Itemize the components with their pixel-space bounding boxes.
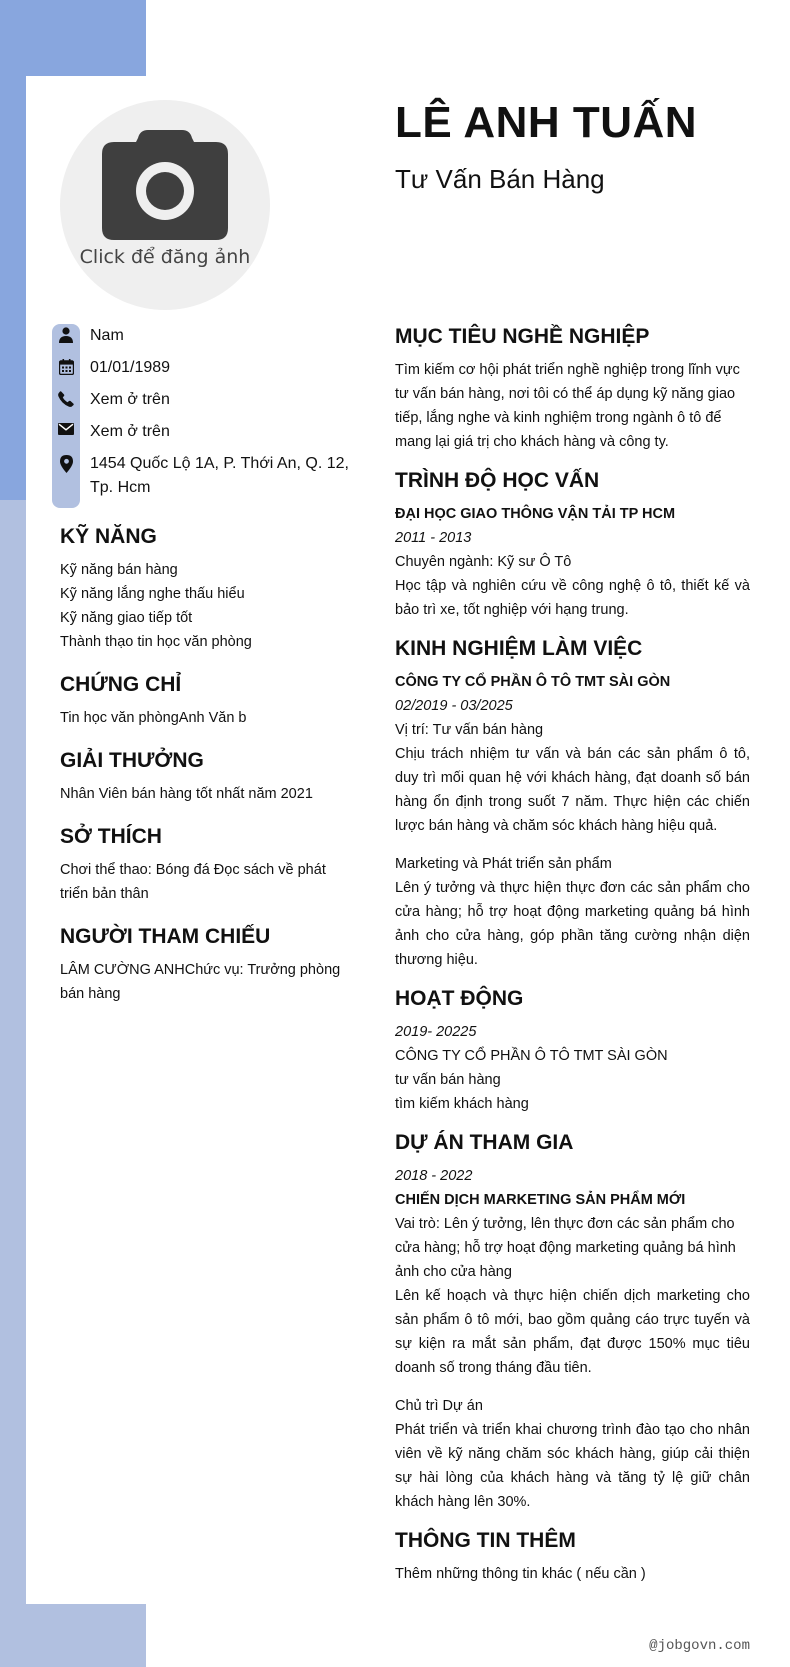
certificates-text: Tin học văn phòngAnh Văn b (60, 710, 247, 726)
calendar-icon (59, 359, 74, 375)
projects-description: Lên kế hoạch và thực hiện chiến dịch marketing cho sản phẩm ô tô mới, bao gồm quảng cáo trực tuyến và sự kiện ra mắt sản phẩm, đạt được 150% mục tiêu doanh số trong tháng đầu tiên. (395, 1288, 750, 1376)
extra-text: Thêm những thông tin khác ( nếu cần ) (395, 1566, 646, 1582)
activities-heading: HOẠT ĐỘNG (395, 987, 524, 1010)
education-school: ĐẠI HỌC GIAO THÔNG VẬN TẢI TP HCM (395, 506, 676, 522)
activities-period: 2019- 20225 (395, 1024, 477, 1040)
contact-phone (52, 388, 352, 420)
avatar-upload-label: Click để đăng ảnh (79, 246, 251, 268)
phone-icon (58, 391, 74, 407)
contact-info (52, 324, 352, 500)
projects-name: CHIẾN DỊCH MARKETING SẢN PHẨM MỚI (395, 1192, 686, 1208)
awards-section (60, 748, 355, 806)
candidate-job-title: Tư Vấn Bán Hàng (395, 164, 605, 194)
candidate-name: LÊ ANH TUẤN (395, 98, 698, 147)
skill-item: Kỹ năng lắng nghe thấu hiểu (60, 586, 245, 602)
references-heading: NGƯỜI THAM CHIẾU (60, 925, 271, 948)
objective-text: Tìm kiếm cơ hội phát triển nghề nghiệp trong lĩnh vực tư vấn bán hàng, nơi tôi có thể áp dụng kỹ năng giao tiếp, lắng nghe và kinh nghiệm trong ngành ô tô để mang lại giá trị cho khách hàng và công ty. (395, 362, 740, 450)
objective-section (395, 324, 750, 454)
certificates-section (60, 672, 355, 730)
certificates-heading: CHỨNG CHỈ (60, 673, 182, 696)
right-column (395, 324, 750, 1600)
awards-text: Nhân Viên bán hàng tốt nhất năm 2021 (60, 786, 313, 802)
contact-phone-value: Xem ở trên (90, 391, 170, 408)
contact-address-value: 1454 Quốc Lộ 1A, P. Thới An, Q. 12, Tp. Hcm (90, 455, 349, 496)
extra-heading: THÔNG TIN THÊM (395, 1529, 576, 1552)
education-heading: TRÌNH ĐỘ HỌC VẤN (395, 469, 600, 492)
email-icon (58, 423, 74, 435)
experience-heading: KINH NGHIỆM LÀM VIỆC (395, 637, 643, 660)
avatar-upload[interactable] (60, 100, 270, 310)
experience-role: Marketing và Phát triển sản phẩm (395, 856, 612, 872)
experience-company: CÔNG TY CỔ PHẦN Ô TÔ TMT SÀI GÒN (395, 674, 671, 690)
contact-email-value: Xem ở trên (90, 423, 170, 440)
contact-address (52, 452, 352, 500)
skills-heading: KỸ NĂNG (60, 525, 157, 548)
projects-period: 2018 - 2022 (395, 1168, 473, 1184)
education-major: Chuyên ngành: Kỹ sư Ô Tô (395, 554, 572, 570)
experience-section (395, 636, 750, 972)
contact-birthday-value: 01/01/1989 (90, 359, 171, 376)
hobbies-heading: SỞ THÍCH (60, 825, 162, 848)
projects-description-2: Phát triển và triển khai chương trình đào tạo cho nhân viên về kỹ năng chăm sóc khách hàng, giúp cải thiện sự hài lòng của khách hàng và tăng tỷ lệ giữ chân khách hàng lên 30%. (395, 1422, 750, 1510)
left-column (60, 524, 355, 1024)
experience-period: 02/2019 - 03/2025 (395, 698, 513, 714)
activities-line: tư vấn bán hàng (395, 1072, 501, 1088)
hobbies-section (60, 824, 355, 906)
objective-heading: MỤC TIÊU NGHỀ NGHIỆP (395, 325, 650, 348)
extra-section (395, 1528, 750, 1586)
contact-birthday (52, 356, 352, 388)
education-period: 2011 - 2013 (395, 530, 472, 546)
experience-position: Vị trí: Tư vấn bán hàng (395, 722, 544, 738)
education-section (395, 468, 750, 622)
skill-item: Kỹ năng giao tiếp tốt (60, 610, 193, 626)
references-text: LÂM CƯỜNG ANHChức vụ: Trưởng phòng bán hàng (60, 962, 341, 1002)
projects-heading: DỰ ÁN THAM GIA (395, 1131, 574, 1154)
experience-role-description: Lên ý tưởng và thực hiện thực đơn các sản phẩm cho cửa hàng; hỗ trợ hoạt động marketing quảng bá hình ảnh cho cửa hàng, góp phần tăng cường nhận diện thương hiệu. (395, 880, 750, 968)
contact-gender (52, 324, 352, 356)
contact-email (52, 420, 352, 452)
projects-role-2: Chủ trì Dự án (395, 1398, 483, 1414)
hobbies-text: Chơi thể thao: Bóng đá Đọc sách về phát triển bản thân (60, 862, 326, 902)
projects-role: Vai trò: Lên ý tưởng, lên thực đơn các sản phẩm cho cửa hàng; hỗ trợ hoạt động marketing quảng bá hình ảnh cho cửa hàng (395, 1216, 736, 1280)
skill-item: Thành thạo tin học văn phòng (60, 634, 252, 650)
contact-gender-value: Nam (90, 327, 124, 344)
education-description: Học tập và nghiên cứu về công nghệ ô tô, thiết kế và bảo trì xe, tốt nghiệp với hạng trung. (395, 578, 750, 618)
activities-section (395, 986, 750, 1116)
activities-line: tìm kiếm khách hàng (395, 1096, 529, 1112)
camera-icon (102, 130, 228, 240)
footer-watermark: @jobgovn.com (649, 1638, 750, 1654)
skill-item: Kỹ năng bán hàng (60, 562, 178, 578)
references-section (60, 924, 355, 1006)
projects-section (395, 1130, 750, 1514)
user-icon (59, 327, 73, 343)
experience-description: Chịu trách nhiệm tư vấn và bán các sản phẩm ô tô, duy trì mối quan hệ với khách hàng, đạt doanh số bán hàng ổn định trong suốt 7 năm. Thực hiện các chiến lược bán hàng và chăm sóc khách hàng hiệu quả. (395, 746, 750, 834)
location-pin-icon (60, 455, 73, 473)
awards-heading: GIẢI THƯỞNG (60, 749, 204, 772)
skills-section (60, 524, 355, 654)
activities-org: CÔNG TY CỔ PHẦN Ô TÔ TMT SÀI GÒN (395, 1048, 668, 1064)
